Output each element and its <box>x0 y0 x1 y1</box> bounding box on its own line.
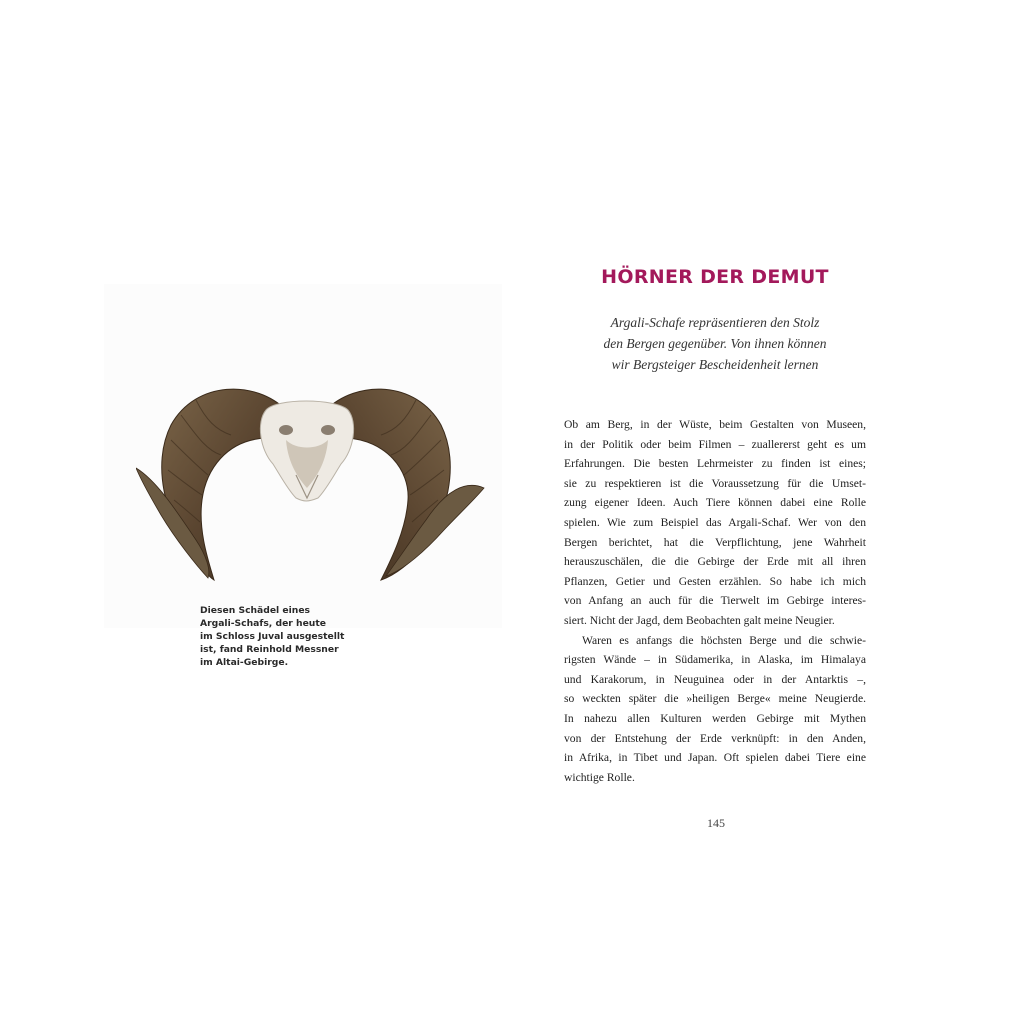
caption-line: im Schloss Juval ausgestellt <box>200 631 345 642</box>
body-line: siert. Nicht der Jagd, dem Beobachten galt meine Neugier. <box>564 613 835 627</box>
subtitle-line: den Bergen gegenüber. Von ihnen können <box>603 336 827 351</box>
body-line: herauszuschälen, die die Gebirge der Erde mit all ihren <box>564 555 866 569</box>
article-title: HÖRNER DER DEMUT <box>601 266 829 288</box>
body-line: Ob am Berg, in der Wüste, beim Gestalten von Museen, <box>564 418 866 431</box>
image-caption <box>200 604 345 669</box>
subtitle-line: Argali-Schafe repräsentieren den Stolz <box>610 315 820 330</box>
caption-line: ist, fand Reinhold Messner <box>200 644 339 655</box>
argali-skull-image <box>136 380 486 585</box>
body-line: in Afrika, in Tibet und Japan. Oft spielen dabei Tiere eine <box>564 751 866 765</box>
body-line: In nahezu allen Kulturen werden Gebirge mit Mythen <box>564 711 866 725</box>
article-subtitle <box>560 312 870 375</box>
body-line: spielen. Wie zum Beispiel das Argali-Schaf. Wer von den <box>564 515 866 529</box>
caption-line: Diesen Schädel eines <box>200 605 311 616</box>
body-line: Pflanzen, Getier und Gesten erzählen. So habe ich mich <box>564 574 866 588</box>
body-line: rigsten Wände – in Südamerika, in Alaska, im Himalaya <box>564 653 866 667</box>
body-line: und Karakorum, in Neuguinea oder in der Antarktis –, <box>564 672 866 686</box>
body-line: Bergen berichtet, hat die Verpflichtung, jene Wahrheit <box>564 535 866 549</box>
body-line: zung eigener Ideen. Auch Tiere können dabei eine Rolle <box>564 496 866 510</box>
page-number: 145 <box>707 816 725 830</box>
body-line: sie zu respektieren ist die Voraussetzung für die Umset- <box>564 476 866 490</box>
caption-line: Argali-Schafs, der heute <box>200 618 326 629</box>
caption-line: im Altai-Gebirge. <box>200 657 289 668</box>
body-line: so weckten später die »heiligen Berge« meine Neugierde. <box>564 692 866 706</box>
body-line: Erfahrungen. Die besten Lehrmeister zu finden ist eines; <box>564 457 866 471</box>
body-line: von Anfang an auch für die Tierwelt im Gebirge interes- <box>564 594 866 608</box>
body-line: Waren es anfangs die höchsten Berge und die schwie- <box>582 633 866 647</box>
subtitle-line: wir Bergsteiger Bescheidenheit lernen <box>611 357 819 372</box>
article-body <box>564 415 866 787</box>
body-line: wichtige Rolle. <box>564 770 635 784</box>
body-line: von der Entstehung der Erde verknüpft: in den Anden, <box>564 731 866 745</box>
body-line: in der Politik oder beim Filmen – zuallererst geht es um <box>564 437 866 451</box>
